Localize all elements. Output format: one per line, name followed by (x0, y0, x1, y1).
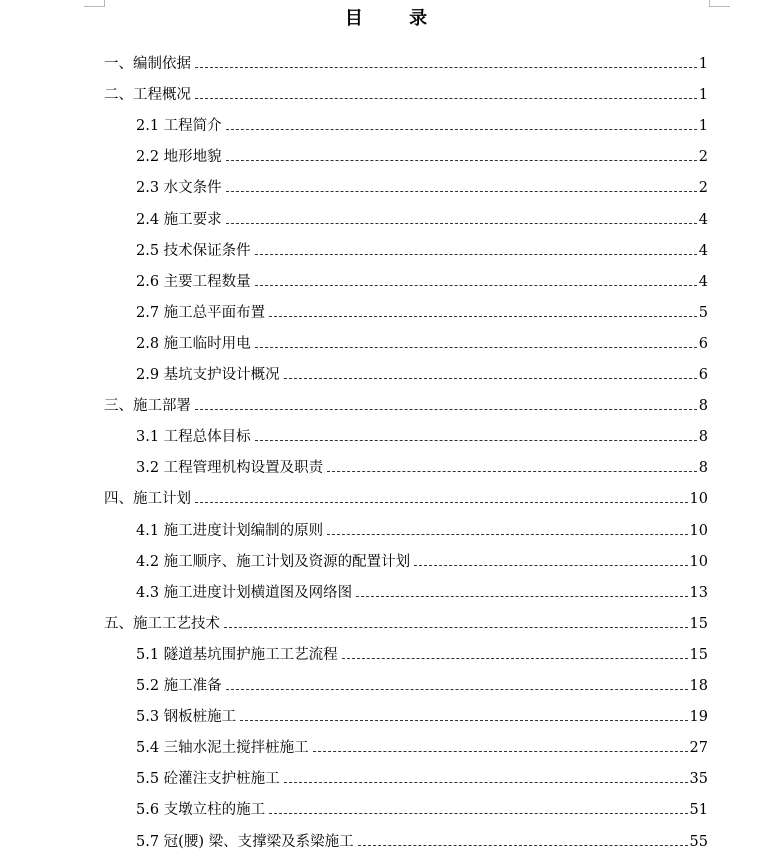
toc-page-number: 10 (689, 491, 708, 508)
page-title: 目 录 (344, 8, 448, 29)
toc-leader-dots (327, 470, 697, 472)
toc-leader-dots (226, 128, 697, 130)
toc-entry-label: 2.2 地形地貌 (136, 149, 222, 166)
toc-page-number: 8 (698, 398, 708, 415)
toc-entry-label: 2.4 施工要求 (136, 211, 222, 228)
toc-leader-dots (342, 657, 688, 659)
toc-leader-dots (226, 190, 697, 192)
toc-entry[interactable] (136, 765, 708, 789)
toc-entry-label: 五、施工工艺技术 (104, 615, 220, 632)
toc-page-number: 8 (698, 460, 708, 477)
toc-entry[interactable] (136, 517, 708, 541)
toc-leader-dots (284, 781, 688, 783)
toc-entry[interactable] (136, 454, 708, 478)
toc-entry-label: 5.7 冠(腰) 梁、支撑梁及系梁施工 (136, 833, 354, 850)
toc-entry-label: 4.1 施工进度计划编制的原则 (136, 522, 324, 539)
toc-page-number: 1 (698, 56, 708, 72)
toc-entry[interactable] (136, 579, 708, 603)
toc-page-number: 19 (689, 709, 708, 726)
toc-entry-label: 5.6 支墩立柱的施工 (136, 802, 266, 819)
toc-entry[interactable] (136, 206, 708, 230)
toc-page-number: 15 (689, 615, 708, 632)
toc-leader-dots (226, 159, 697, 161)
toc-entry[interactable] (104, 50, 708, 74)
toc-entry[interactable] (104, 610, 708, 634)
toc-entry-label: 二、工程概况 (104, 87, 191, 104)
toc-page-number: 13 (689, 584, 708, 601)
toc-page-number: 15 (689, 646, 708, 663)
toc-leader-dots (255, 346, 697, 348)
toc-entry-label: 2.9 基坑支护设计概况 (136, 367, 280, 383)
toc-entry-label: 2.8 施工临时用电 (136, 335, 251, 352)
toc-entry[interactable] (136, 672, 708, 696)
toc-leader-dots (284, 377, 697, 379)
toc-leader-dots (356, 595, 687, 597)
toc-entry-label: 四、施工计划 (104, 491, 191, 508)
toc-entry[interactable] (136, 143, 708, 167)
toc-leader-dots (226, 688, 688, 690)
toc-page-number: 5 (698, 304, 708, 321)
toc-leader-dots (195, 97, 697, 99)
toc-entry-label: 5.1 隧道基坑围护施工工艺流程 (136, 646, 338, 663)
toc-leader-dots (226, 222, 697, 224)
toc-page-number: 4 (698, 211, 708, 228)
toc-entry-label: 5.3 钢板桩施工 (136, 709, 237, 726)
toc-leader-dots (269, 315, 697, 317)
toc-leader-dots (414, 564, 687, 566)
toc-entry-label: 3.2 工程管理机构设置及职责 (136, 460, 324, 477)
toc-page-number: 51 (689, 802, 708, 819)
toc-page-number: 55 (689, 833, 708, 850)
toc-entry-label: 5.2 施工准备 (136, 678, 222, 694)
toc-leader-dots (358, 844, 688, 846)
toc-entry-label: 2.5 技术保证条件 (136, 242, 251, 259)
toc-leader-dots (255, 253, 697, 255)
toc-leader-dots (224, 626, 688, 628)
toc-entry-label: 4.3 施工进度计划横道图及网络图 (136, 584, 353, 601)
toc-entry-label: 5.4 三轴水泥土搅拌桩施工 (136, 740, 309, 757)
toc-leader-dots (195, 66, 697, 68)
toc-entry-label: 2.6 主要工程数量 (136, 273, 251, 290)
toc-entry[interactable] (104, 81, 708, 105)
toc-leader-dots (269, 812, 687, 814)
toc-page-number: 1 (698, 87, 708, 104)
toc-page-number: 1 (698, 118, 708, 135)
toc-leader-dots (327, 533, 687, 535)
toc-leader-dots (240, 719, 687, 721)
toc-page-number: 8 (698, 429, 708, 446)
toc-entry[interactable] (136, 641, 708, 665)
toc-page-number: 35 (689, 771, 708, 788)
toc-entry-label: 5.5 砼灌注支护桩施工 (136, 771, 280, 788)
toc-entry[interactable] (136, 330, 708, 354)
toc-entry[interactable] (136, 423, 708, 447)
toc-page-number: 4 (698, 242, 708, 259)
toc-entry-label: 一、编制依据 (104, 56, 191, 72)
toc-entry-label: 2.7 施工总平面布置 (136, 304, 266, 321)
toc-entry[interactable] (136, 299, 708, 323)
toc-entry-label: 3.1 工程总体目标 (136, 429, 251, 446)
toc-entry[interactable] (136, 548, 708, 572)
toc-entry[interactable] (136, 112, 708, 136)
toc-entry[interactable] (136, 703, 708, 727)
toc-entry[interactable] (136, 268, 708, 292)
toc-entry-label: 2.1 工程简介 (136, 118, 222, 135)
toc-entry-label: 三、施工部署 (104, 398, 191, 415)
toc-leader-dots (195, 408, 697, 410)
toc-entry-label: 4.2 施工顺序、施工计划及资源的配置计划 (136, 553, 411, 570)
toc-entry[interactable] (136, 174, 708, 198)
toc-entry[interactable] (104, 485, 708, 509)
toc-page-number: 18 (689, 678, 708, 694)
toc-page-number: 10 (689, 522, 708, 539)
toc-entry[interactable] (136, 237, 708, 261)
toc-entry-label: 2.3 水文条件 (136, 180, 222, 197)
toc-entry[interactable] (136, 734, 708, 758)
toc-leader-dots (195, 501, 688, 503)
toc-entry[interactable] (136, 828, 708, 852)
toc-page-number: 6 (698, 367, 708, 383)
toc-page-number: 6 (698, 335, 708, 352)
toc-page-number: 27 (689, 740, 708, 757)
toc-entry[interactable] (136, 361, 708, 385)
toc-page-number: 10 (689, 553, 708, 570)
toc-page-number: 4 (698, 273, 708, 290)
toc-leader-dots (255, 439, 697, 441)
toc-page-number: 2 (698, 180, 708, 197)
toc-page-number: 2 (698, 149, 708, 166)
toc-leader-dots (255, 284, 697, 286)
toc-leader-dots (313, 750, 688, 752)
toc-entry[interactable] (104, 392, 708, 416)
toc-entry[interactable] (136, 796, 708, 820)
